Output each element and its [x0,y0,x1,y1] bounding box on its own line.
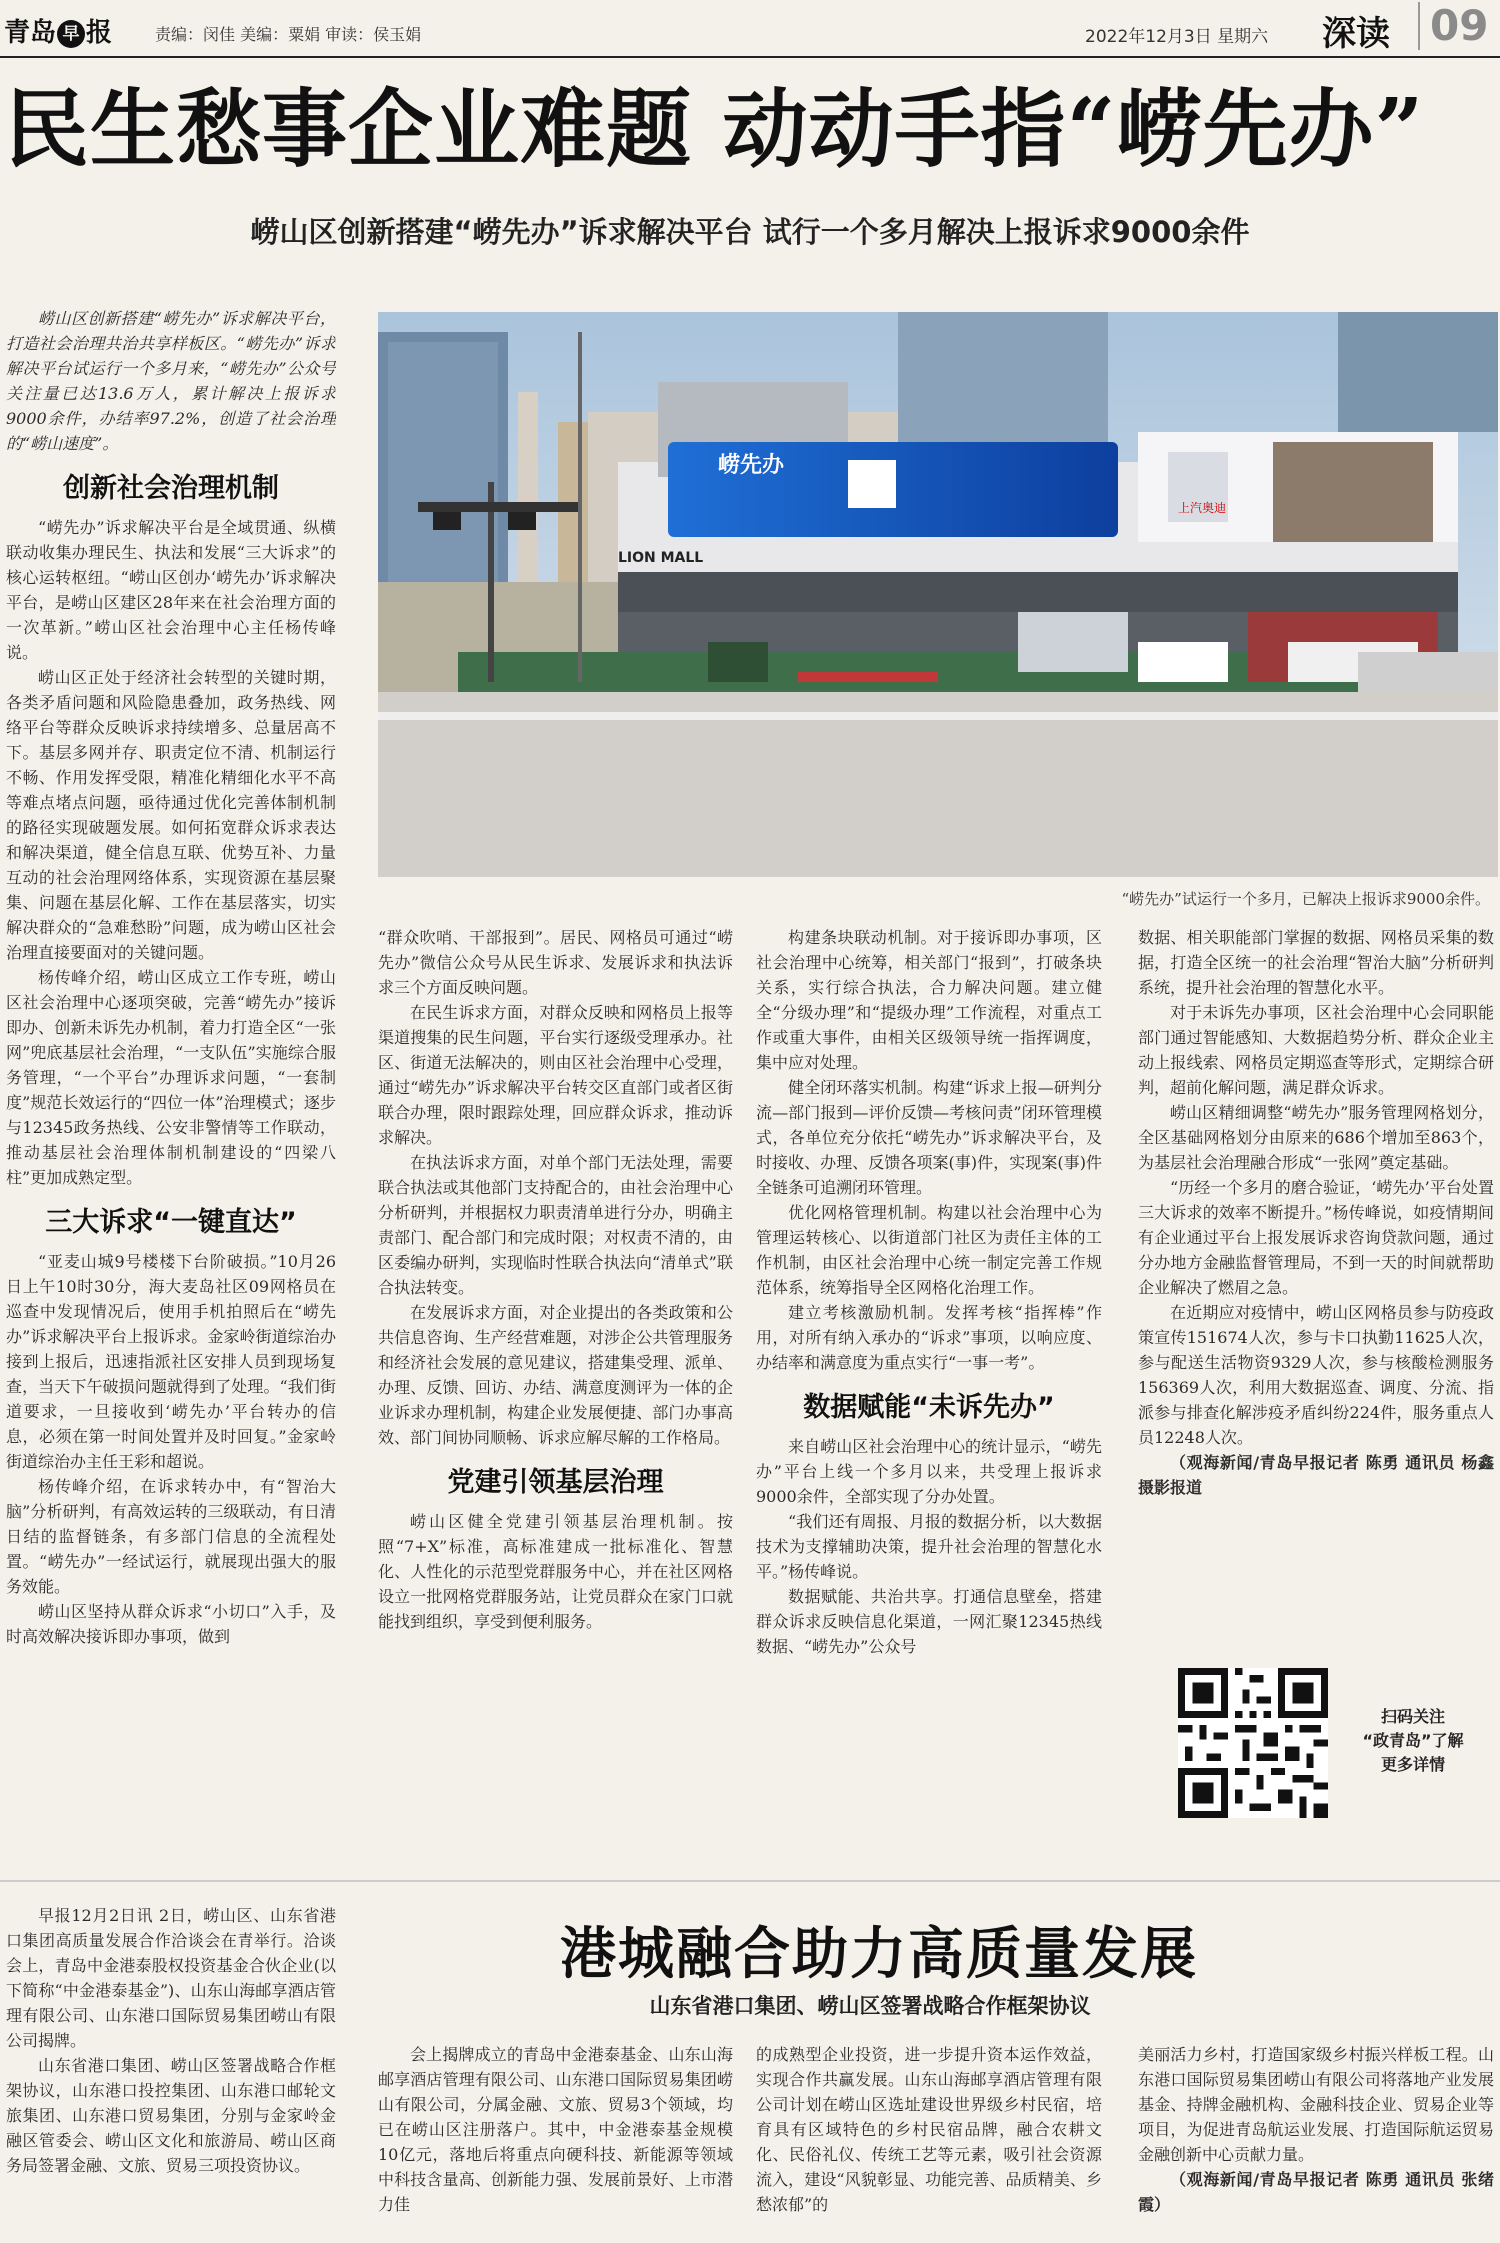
paragraph: 杨传峰介绍，崂山区成立工作专班，崂山区社会治理中心逐项突破，完善“崂先办”接诉即办、创新未诉先办机制，着力打造全区“一张网”兜底基层社会治理，“一支队伍”实施综合服务管理，“一个平台”办理诉求问题，“一套制度”规范长效运行的“四位一体”治理模式；逐步与12345政务热线、公安非警情等工作联动，推动基层社会治理体制机制建设的“四梁八柱”更加成熟定型。 [6,968,336,1187]
article-divider [0,1880,1500,1882]
article2-column-4 [1138,2042,1494,2243]
photo-caption: “崂先办”试运行一个多月，已解决上报诉求9000余件。 [1121,890,1490,908]
paragraph: “我们还有周报、月报的数据分析，以大数据技术为支撑辅助决策，提升社会治理的智慧化水平。”杨传峰说。 [756,1512,1102,1581]
qr-text-line: “政青岛”了解 [1362,1731,1464,1750]
article1-column-2 [378,925,733,1860]
paragraph: 山东省港口集团、崂山区签署战略合作框架协议，山东港口投控集团、山东港口邮轮文旅集团、山东港口贸易集团，分别与金家岭金融区管委会、崂山区文化和旅游局、崂山区商务局签署金融、文旅、贸易三项投资协议。 [6,2056,336,2175]
masthead [0,0,1500,58]
logo-text: 青岛 [4,18,57,48]
section-heading-1: 创新社会治理机制 [63,473,279,504]
paragraph: 优化网格管理机制。构建以社会治理中心为管理运转核心、以街道部门社区为责任主体的工作机制，由区社会治理中心统一制定完善工作规范体系，统筹指导全区网格化治理工作。 [756,1203,1102,1297]
lead-paragraph: 崂山区创新搭建“崂先办”诉求解决平台，打造社会治理共治共享样板区。“崂先办”诉求解决平台试运行一个多月来，“崂先办”公众号关注量已达13.6万人，累计解决上报诉求9000余件，办结率97.2%，创造了社会治理的“崂山速度”。 [6,309,336,453]
paragraph: 对于未诉先办事项，区社会治理中心会同职能部门通过智能感知、大数据趋势分析、群众企业主动上报线索、网格员定期巡查等形式，定期综合研判，超前化解问题，满足群众诉求。 [1138,1003,1494,1097]
paragraph: 杨传峰介绍，在诉求转办中，有“智治大脑”分析研判，有高效运转的三级联动，有日清日结的监督链条，有多部门信息的全流程处置。“崂先办”一经试运行，就展现出强大的服务效能。 [6,1477,336,1596]
issue-date: 2022年12月3日 星期六 [1085,27,1269,47]
photo-audi-text: 上汽奥迪 [1178,501,1227,515]
article-byline: （观海新闻/青岛早报记者 陈勇 通讯员 张绪霞） [1138,2170,1494,2214]
main-subheadline: 崂山区创新搭建“崂先办”诉求解决平台 试行一个多月解决上报诉求9000余件 [250,215,1250,249]
logo-text-2: 报 [86,18,113,48]
paragraph: 构建条块联动机制。对于接诉即办事项，区社会治理中心统筹，相关部门“报到”，打破条块关系，实行综合执法，合力解决问题。建立健全“分级办理”和“提级办理”工作流程，对重点工作或重大事件，由相关区级领导统一指挥调度，集中应对处理。 [756,928,1102,1072]
photo-sign-text: 崂先办 [718,453,785,478]
paragraph: “群众吹哨、干部报到”。居民、网格员可通过“崂先办”微信公众号从民生诉求、发展诉求和执法诉求三个方面反映问题。 [378,928,733,997]
qr-text-line: 更多详情 [1380,1755,1445,1774]
qr-code[interactable] [1178,1668,1328,1818]
second-subheadline: 山东省港口集团、崂山区签署战略合作框架协议 [649,1994,1091,2018]
paragraph: 早报12月2日讯 2日，崂山区、山东省港口集团高质量发展合作洽谈会在青举行。洽谈会上，青岛中金港泰股权投资基金合伙企业(以下简称“中金港泰基金”)、山东山海邮享酒店管理有限公司、山东港口国际贸易集团崂山有限公司揭牌。 [6,1906,336,2050]
paragraph: 建立考核激励机制。发挥考核“指挥棒”作用，对所有纳入承办的“诉求”事项，以响应度、办结率和满意度为重点实行“一事一考”。 [756,1303,1102,1372]
section-heading-3: 党建引领基层治理 [447,1467,664,1498]
paragraph: 健全闭环落实机制。构建“诉求上报—研判分流—部门报到—评价反馈—考核问责”闭环管理模式，各单位充分依托“崂先办”诉求解决平台，及时接收、办理、反馈各项案(事)件，实现案(事)件全链条可追溯闭环管理。 [756,1078,1102,1197]
main-headline: 民生愁事企业难题 动动手指“崂先办” [4,80,1425,180]
section-heading-4: 数据赋能“未诉先办” [803,1392,1055,1423]
paragraph: 美丽活力乡村，打造国家级乡村振兴样板工程。山东港口国际贸易集团崂山有限公司将落地产业发展基金、持牌金融机构、金融科技企业、贸易企业等项目，为促进青岛航运业发展、打造国际航运贸易金融创新中心贡献力量。 [1138,2045,1494,2164]
article-byline: （观海新闻/青岛早报记者 陈勇 通讯员 杨鑫 摄影报道 [1138,1453,1494,1497]
article2-column-3 [756,2042,1102,2243]
article2-column-2 [378,2042,733,2243]
paragraph: 崂山区精细调整“崂先办”服务管理网格划分，全区基础网格划分由原来的686个增加至863个，为基层社会治理融合形成“一张网”奠定基础。 [1138,1103,1494,1172]
section-name: 深读 [1322,14,1390,54]
newspaper-logo [4,12,112,49]
paragraph: “历经一个多月的磨合验证，‘崂先办’平台处置三大诉求的效率不断提升。”杨传峰说，如疫情期间有企业通过平台上报发展诉求咨询贷款问题，通过分办地方金融监督管理局，不到一天的时间就帮助企业解决了燃眉之急。 [1138,1178,1494,1297]
logo-circle-char: 早 [57,20,85,48]
article1-column-4 [1138,925,1494,1660]
paragraph: “亚麦山城9号楼楼下台阶破损。”10月26日上午10时30分，海大麦岛社区09网格员在巡查中发现情况后，使用手机拍照后在“崂先办”诉求解决平台上报诉求。金家岭街道综治办接到上报后，迅速指派社区安排人员到现场复查，当天下午破损问题就得到了处理。“我们街道要求，一旦接收到‘崂先办’平台转办的信息，必须在第一时间处置并及时回复。”金家岭街道综治办主任王彩和超说。 [6,1252,336,1471]
paragraph: 在近期应对疫情中，崂山区网格员参与防疫政策宣传151674人次，参与卡口执勤11625人次，参与配送生活物资9329人次，参与核酸检测服务156369人次，利用大数据巡查、调度、分流、指派参与排查化解涉疫矛盾纠纷224件，服务重点人员12248人次。 [1138,1303,1494,1447]
paragraph: 的成熟型企业投资，进一步提升资本运作效益，实现合作共赢发展。山东山海邮享酒店管理有限公司计划在崂山区选址建设世界级乡村民宿，培育具有区域特色的乡村民宿品牌，融合农耕文化、民俗礼仪、传统工艺等元素，吸引社会资源流入，建设“风貌彰显、功能完善、品质精美、乡愁浓郁”的 [756,2045,1102,2214]
qr-text-line: 扫码关注 [1380,1707,1445,1726]
photo-mall-text: LION MALL [618,550,704,566]
paragraph: 来自崂山区社会治理中心的统计显示，“崂先办”平台上线一个多月以来，共受理上报诉求9000余件，全部实现了分办处置。 [756,1437,1102,1506]
article1-column-1 [6,306,336,1846]
street-photo [378,312,1498,877]
paragraph: 在民生诉求方面，对群众反映和网格员上报等渠道搜集的民生问题，平台实行逐级受理承办。社区、街道无法解决的，则由区社会治理中心受理，通过“崂先办”诉求解决平台转交区直部门或者区街联合办理，限时跟踪处理，回应群众诉求，推动诉求解决。 [378,1003,733,1147]
article1-column-3 [756,925,1102,1860]
paragraph: 数据、相关职能部门掌握的数据、网格员采集的数据，打造全区统一的社会治理“智治大脑”分析研判系统，提升社会治理的智慧化水平。 [1138,928,1494,997]
paragraph: 崂山区正处于经济社会转型的关键时期，各类矛盾问题和风险隐患叠加，政务热线、网络平台等群众反映诉求持续增多、总量居高不下。基层多网并存、职责定位不清、机制运行不畅、作用发挥受限，精准化精细化水平不高等难点堵点问题，亟待通过优化完善体制机制的路径实现破题发展。如何拓宽群众诉求表达和解决渠道，健全信息互联、优势互补、力量互动的社会治理网络体系，实现资源在基层聚集、问题在基层化解、工作在基层落实，切实解决群众的“急难愁盼”问题，成为崂山区社会治理直接要面对的关键问题。 [6,668,336,962]
article2-column-1 [6,1903,336,2243]
qr-description [1338,1705,1488,1777]
paragraph: 在执法诉求方面，对单个部门无法处理，需要联合执法或其他部门支持配合的，由社会治理中心分析研判，并根据权力职责清单进行分办，明确主责部门、配合部门和完成时限；对权责不清的，由区委编办研判，实现临时性联合执法向“清单式”联合执法转变。 [378,1153,733,1297]
paragraph: “崂先办”诉求解决平台是全域贯通、纵横联动收集办理民生、执法和发展“三大诉求”的核心运转枢纽。“崂山区创办‘崂先办’诉求解决平台，是崂山区建区28年来在社会治理方面的一次革新。”崂山区社会治理中心主任杨传峰说。 [6,518,336,662]
paragraph: 崂山区坚持从群众诉求“小切口”入手，及时高效解决接诉即办事项，做到 [6,1602,336,1646]
second-headline: 港城融合助力高质量发展 [560,1921,1198,1987]
paragraph: 崂山区健全党建引领基层治理机制。按照“7+X”标准，高标准建成一批标准化、智慧化、人性化的示范型党群服务中心，并在社区网格设立一批网格党群服务站，让党员群众在家门口就能找到组织，享受到便利服务。 [378,1512,733,1631]
section-heading-2: 三大诉求“一键直达” [45,1207,297,1238]
editor-credits: 责编：闵佳 美编：粟娟 审读：侯玉娟 [155,25,422,44]
paragraph: 会上揭牌成立的青岛中金港泰基金、山东山海邮享酒店管理有限公司、山东港口国际贸易集团崂山有限公司，分属金融、文旅、贸易3个领域，均已在崂山区注册落户。其中，中金港泰基金规模10亿元，落地后将重点向硬科技、新能源等领域中科技含量高、创新能力强、发展前景好、上市潜力佳 [378,2045,733,2214]
paragraph: 数据赋能、共治共享。打通信息壁垒，搭建群众诉求反映信息化渠道，一网汇聚12345热线数据、“崂先办”公众号 [756,1587,1102,1656]
paragraph: 在发展诉求方面，对企业提出的各类政策和公共信息咨询、生产经营难题，对涉企公共管理服务和经济社会发展的意见建议，搭建集受理、派单、办理、反馈、回访、办结、满意度测评为一体的企业诉求办理机制，构建企业发展便捷、部门办事高效、部门间协同顺畅、诉求应解尽解的工作格局。 [378,1303,733,1447]
page-number: 09 [1418,2,1488,50]
